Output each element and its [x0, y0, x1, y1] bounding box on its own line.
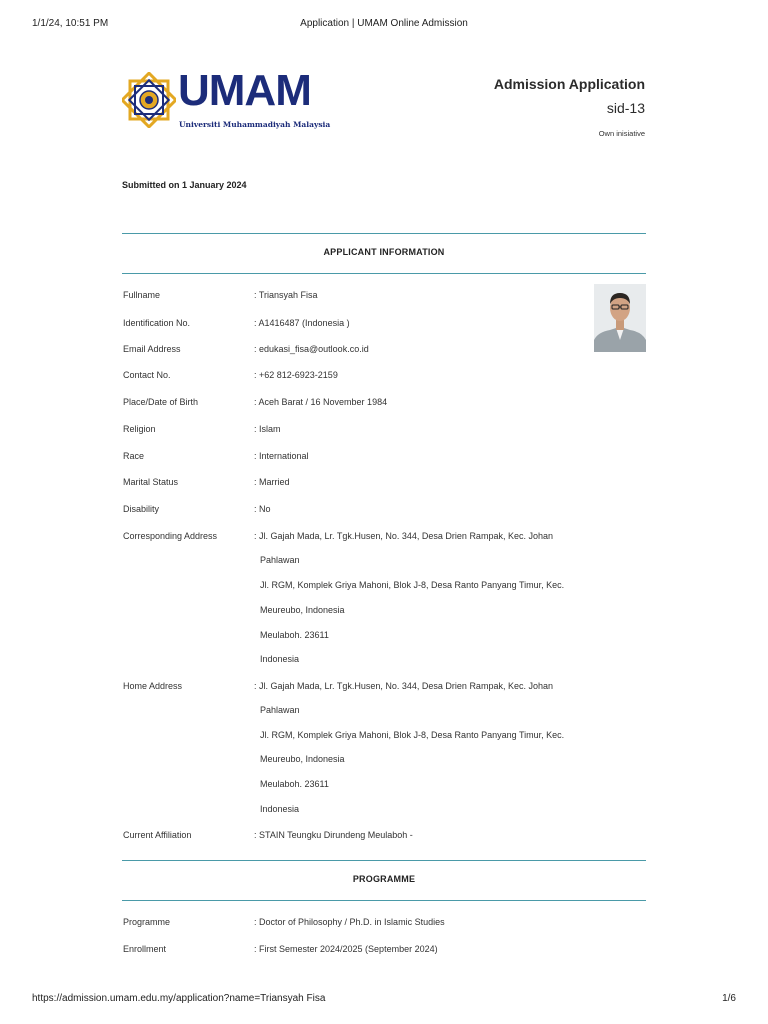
contact-label: Contact No.	[123, 370, 171, 380]
logo-subtitle: Universiti Muhammadiyah Malaysia	[179, 120, 331, 129]
enrollment-value: : First Semester 2024/2025 (September 2024)	[254, 944, 438, 954]
programme-value: : Doctor of Philosophy / Ph.D. in Islamic Studies	[254, 917, 445, 927]
logo-wordmark: UMAM	[178, 66, 311, 115]
home-address-line: Jl. RGM, Komplek Griya Mahoni, Blok J-8, Desa Ranto Panyang Timur, Kec.	[260, 730, 565, 740]
race-label: Race	[123, 451, 145, 461]
fullname-value: : Triansyah Fisa	[254, 290, 318, 300]
birth-label: Place/Date of Birth	[123, 397, 199, 407]
identification-label: Identification No.	[123, 318, 191, 328]
religion-label: Religion	[123, 424, 156, 434]
print-page-title: Application | UMAM Online Admission	[300, 18, 468, 29]
document-title: Admission Application	[493, 76, 645, 92]
email-value: : edukasi_fisa@outlook.co.id	[254, 344, 369, 354]
marital-status-value: : Married	[254, 477, 290, 487]
logo-emblem-icon	[122, 72, 176, 128]
print-url: https://admission.umam.edu.my/application?name=Triansyah Fisa	[32, 993, 326, 1004]
print-header	[0, 18, 768, 32]
person-photo-icon	[594, 284, 646, 352]
corresponding-address-line: Jl. RGM, Komplek Griya Mahoni, Blok J-8, Desa Ranto Panyang Timur, Kec.	[260, 580, 565, 590]
umam-logo	[122, 66, 331, 132]
application-source: Own inisiative	[598, 129, 645, 138]
affiliation-value: : STAIN Teungku Dirundeng Meulaboh -	[254, 830, 413, 840]
race-value: : International	[254, 451, 309, 461]
disability-value: : No	[254, 504, 271, 514]
email-label: Email Address	[123, 344, 181, 354]
fullname-label: Fullname	[123, 290, 161, 300]
corresponding-address-line: Meureubo, Indonesia	[260, 605, 345, 615]
applicant-photo	[594, 284, 646, 352]
home-address-line: Meulaboh. 23611	[260, 779, 329, 789]
marital-status-label: Marital Status	[123, 477, 179, 487]
enrollment-label: Enrollment	[123, 944, 167, 954]
disability-label: Disability	[123, 504, 160, 514]
section-divider	[122, 273, 646, 274]
affiliation-label: Current Affiliation	[123, 830, 192, 840]
print-footer	[0, 993, 768, 1007]
identification-value: : A1416487 (Indonesia )	[254, 318, 350, 328]
programme-label: Programme	[123, 917, 171, 927]
section-divider	[122, 233, 646, 234]
corresponding-address-line: : Jl. Gajah Mada, Lr. Tgk.Husen, No. 344, Desa Drien Rampak, Kec. Johan	[254, 531, 553, 541]
corresponding-address-line: Meulaboh. 23611	[260, 630, 329, 640]
home-address-line: Indonesia	[260, 804, 300, 814]
home-address-label: Home Address	[123, 681, 183, 691]
contact-value: : +62 812-6923-2159	[254, 370, 338, 380]
home-address-line: Pahlawan	[260, 705, 300, 715]
corresponding-address-line: Pahlawan	[260, 555, 300, 565]
submitted-date: Submitted on 1 January 2024	[122, 180, 247, 190]
section-divider	[122, 860, 646, 861]
programme-section-heading: PROGRAMME	[352, 874, 416, 884]
home-address-line: : Jl. Gajah Mada, Lr. Tgk.Husen, No. 344, Desa Drien Rampak, Kec. Johan	[254, 681, 553, 691]
religion-value: : Islam	[254, 424, 281, 434]
applicant-section-heading: APPLICANT INFORMATION	[323, 247, 445, 257]
print-datetime: 1/1/24, 10:51 PM	[32, 18, 109, 29]
print-page-count: 1/6	[722, 993, 736, 1004]
submission-id: sid-13	[606, 100, 645, 116]
corresponding-address-line: Indonesia	[260, 654, 300, 664]
corresponding-address-label: Corresponding Address	[123, 531, 218, 541]
birth-value: : Aceh Barat / 16 November 1984	[254, 397, 388, 407]
section-divider	[122, 900, 646, 901]
home-address-line: Meureubo, Indonesia	[260, 754, 345, 764]
